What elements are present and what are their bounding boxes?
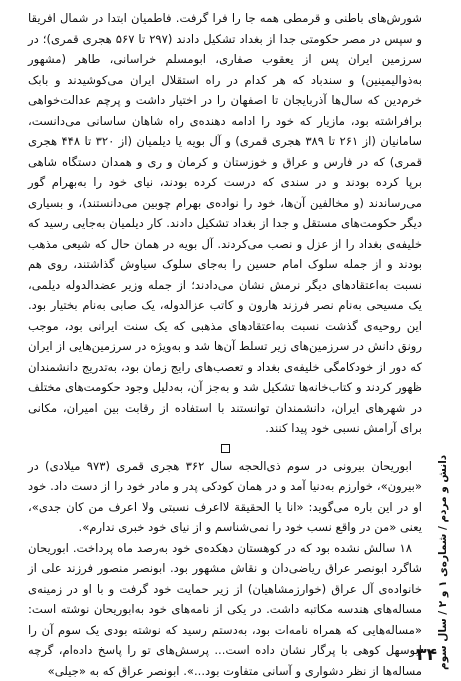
paragraph-1: شورش‌های باطنی و قرمطی همه جا را فرا گرفت. فاطمیان ابتدا در شمال افریقا و سپس در مصر حکومتی جدا از بغداد تشکیل دادند (۲۹۷ تا ۵۶۷ هجری قمری)؛ در سرزمین ایران پس از یعقوب صفاری، ابومسلم خراسانی، طاهر (مشهور به‌ذوالیمینین) و سندباد که هر کدام در راه استقلال ایران می‌کوشیدند و بابک خرم‌دین که سال‌ها آذربایجان تا اصفهان را در اختیار داشت و پرچم عدالت‌خواهی برافراشته بود، مازیار که خود را ادامه دهنده‌ی راه شاهان ساسانی می‌دانست، سامانیان (از ۲۶۱ تا ۳۸۹ هجری قمری) و آل بویه یا دیلمیان (از ۳۲۰ تا ۴۴۸ هجری قمری) که در فارس و عراق و خوزستان و کرمان و ری و همدان دستگاه شاهی برپا کرده بودند و در سندی که درست کرده بودند، نیای خود را به‌بهرام گور می‌رساندند (و مخالفین آن‌ها، خود را نواده‌ی بهرام چوبین می‌دانستند)، و بسیاری دیگر حکومت‌های مستقل و جدا از بغداد تشکیل دادند. کار دیلمیان به‌جایی رسید که خلیفه‌ی بغداد را از عزل و نصب می‌کردند. آل بویه در همان حال که شیعی مذهب بودند و از جمله سلوک امام حسین را به‌جای سلوک سیاوش گذاشتند، روی هم نسبت به‌اعتقادهای دیگر نرمش نشان می‌دادند؛ از جمله وزیر عضدالدوله دیلمی، یک مسیحی به‌نام نصر فرزند هارون و کاتب عزالدوله، یک صابی به‌نام بختیار بود. این روحیه‌ی گذشت نسبت به‌اعتقادهای مذهبی که یک سنت ایرانی بود، موجب رونق دانش در سرزمین‌های زیر تسلط آن‌ها شد و به‌ویژه در سرزمین‌هایی از ایران که دور از خودکامگی خلیفه‌ی بغداد و تعصب‌های رایج زمان بود، به‌تدریج دانشمندان ظهور کردند و کتاب‌خانه‌ها تشکیل شد و به‌جز آن، به‌دلیل وجود حکومت‌های مختلف در شهرهای ایران، دانشمندان توانستند با استفاده از رقابت بین امیران، مکانی برای آرامش نسبی خود پیدا کنند. xyxy=(28,8,422,439)
paragraph-2: ابوریحان بیرونی در سوم ذی‌الحجه سال ۳۶۲ هجری قمری (۹۷۳ میلادی) در «بیرون»، خوارزم به‌دنیا آمد و در همان کودکی پدر و مادر خود را از دست داد. خود او در این باره می‌گوید: «انا یا الحقیقة لااعرف نسبتی ولا اعرف من کان جدی»، یعنی «من در واقع نسب خود را نمی‌شناسم و از نیای خود خبری ندارم». xyxy=(28,456,422,538)
article-body xyxy=(28,8,422,681)
page-number: ۳۴ xyxy=(416,645,437,665)
paragraph-3: ۱۸ سالش نشده بود که در کوهستان دهکده‌ی خود به‌رصد ماه پرداخت. ابوریحان شاگرد ابونصر عراق ریاضی‌دان و نقاش مشهور بود. ابونصر منصور فرزند علی از خانواده‌ی آل عراق (خوارزمشاهیان) از زیر حمایت خود گرفت و با او در زمینه‌ی مساله‌های هندسه مکاتبه داشت. در یکی از نامه‌های خود به‌ابوریحان نوشته است: «مساله‌هایی که همراه نامه‌ات بود، به‌دستم رسید که نوشته بودی یک سوم آن را ابوسهل کوهی با پرگار نشان داده است... پرسش‌های تو را پاسخ داده‌ام، گرچه مساله‌ها از نظر دشواری و آسانی متفاوت بود...». ابونصر عراق که به «جیلی» xyxy=(28,538,422,681)
running-head: دانش و مردم / شماره‌ی ۱ و ۲ / سال سوم xyxy=(437,455,455,655)
section-separator-square xyxy=(221,444,230,453)
